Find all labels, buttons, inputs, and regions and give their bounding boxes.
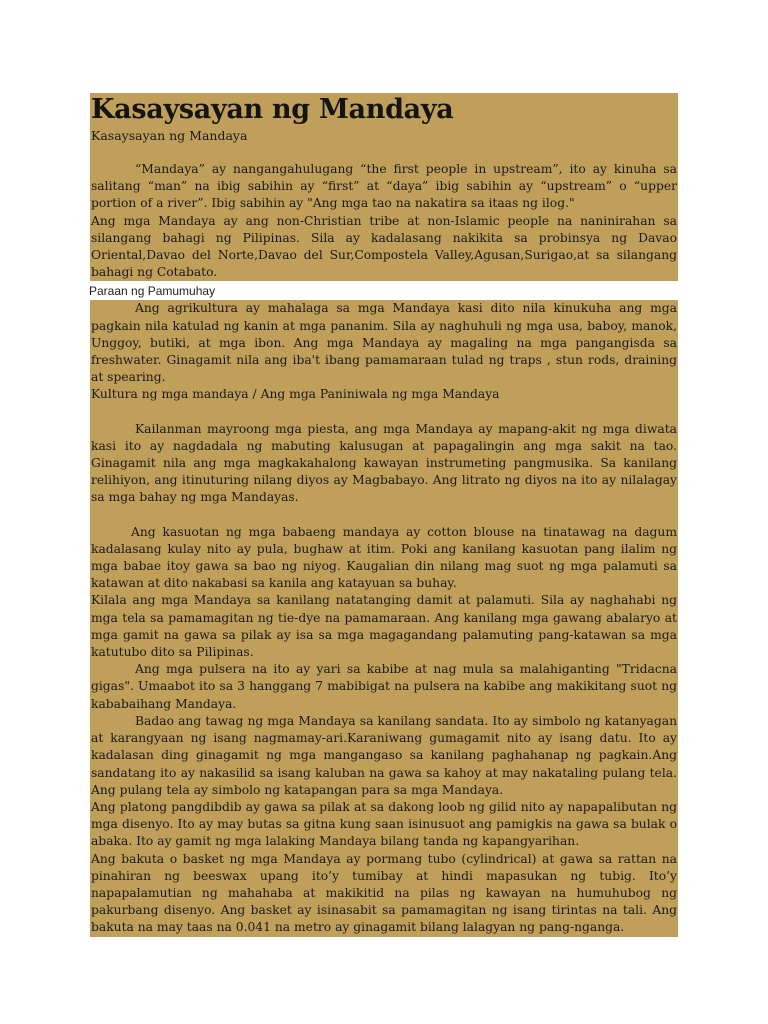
document-page [90, 93, 678, 937]
basket-paragraph: Ang bakuta o basket ng mga Mandaya ay pormang tubo (cylindrical) at gawa sa rattan na pinahiran ng beeswax upang ito’y tumibay at hindi mapasukan ng tubig. Ito’y napapalamutian ng mahahaba at makikitid na pilas ng kawayan na humuhubog ng pakurbang disenyo. Ang basket ay isinasabit sa pamamagitan ng isang tirintas na tali. Ang bakuta na may taas na 0.041 na metro ay ginagamit bilang lalagyan ng pang-nganga. [91, 851, 677, 935]
bracelet-paragraph: Ang mga pulsera na ito ay yari sa kabibe at nag mula sa malahiganting "Tridacna gigas". Umaabot ito sa 3 hanggang 7 mabibigat na pulsera na kabibe ang makikitang suot ng kababaihang Mandaya. [91, 662, 677, 711]
culture-heading: Kultura ng mga mandaya / Ang mga Paniniwala ng mga Mandaya [91, 387, 500, 402]
clothing-paragraph: Ang kasuotan ng mga babaeng mandaya ay cotton blouse na tinatawag na dagum kadalasang kulay nito ay pula, bughaw at itim. Poki ang kanilang kasuotan pang ilalim ng mga babae itoy gawa sa bao ng niyog. Kaugalian din nilang mag suot ng mga palamuti sa katawan at dito nakabasi sa kanila ang katayuan sa buhay. [91, 524, 677, 591]
document-subtitle: Kasaysayan ng Mandaya [91, 128, 248, 143]
spacer [91, 507, 677, 524]
attire-paragraph: Kilala ang mga Mandaya sa kanilang natatanging damit at palamuti. Sila ay naghahabi ng mga tela sa pamamagitan ng tie-dye na pamamaraan. Ang kanilang mga gawang abalaryo at mga gamit na gawa sa pilak ay isa sa mga magagandang palamuting pang-katawan sa mga katutubo dito sa Pilipinas. [91, 593, 677, 660]
spacer [91, 404, 677, 421]
badao-paragraph: Badao ang tawag ng mga Mandaya sa kanilang sandata. Ito ay simbolo ng katanyagan at karangyaan ng isang nagmamay-ari.Karaniwang gumagamit nito ay isang datu. Ito ay kadalasan ding ginagamit ng mga mangangaso sa kanilang paghahanap ng pagkain.Ang sandatang ito ay nakasilid sa isang kaluban na gawa sa kahoy at may nakataling pulang tela. Ang pulang tela ay simbolo ng katapangan para sa mga Mandaya. [91, 713, 677, 797]
document-title: Kasaysayan ng Mandaya [91, 94, 454, 125]
main-section [90, 300, 678, 936]
top-section [90, 93, 678, 281]
breastplate-paragraph: Ang platong pangdibdib ay gawa sa pilak at sa dakong loob ng gilid nito ay napapalibutan ng mga disenyo. Ito ay may butas sa gitna kung saan isinusuot ang pamigkis na gawa sa bulak o abaka. Ito ay gamit ng mga lalaking Mandaya bilang tanda ng kapangyarihan. [91, 799, 677, 849]
beliefs-paragraph: Kailanman mayroong mga piesta, ang mga Mandaya ay mapang-akit ng mga diwata kasi ito ay nagdadala ng mabuting kalusugan at papagalingin ang mga sakit na tao. Ginagamit nila ang mga magkakahalong kawayan instrumeting pangmusika. Sa kanilang relihiyon, ang itinuturing nilang diyos ay Magbabayo. Ang litrato ng diyos na ito ay nilalagay sa mga bahay ng mga Mandayas. [91, 421, 677, 505]
intro-paragraph: “Mandaya” ay nangangahulugang “the first people in upstream”, ito ay kinuha sa salitang “man” na ibig sabihin ay “first” at “daya” ibig sabihin ay “upstream” o “upper portion of a river”. Ibig sabihin ay "Ang mga tao na nakatira sa itaas ng ilog." [91, 162, 677, 211]
location-paragraph: Ang mga Mandaya ay ang non-Christian tribe at non-Islamic people na naninirahan sa silangang bahagi ng Pilipinas. Sila ay kadalasang nakikita sa probinsya ng Davao Oriental,Davao del Norte,Davao del Sur,Compostela Valley,Agusan,Surigao,at sa silangang bahagi ng Cotabato. [91, 213, 677, 280]
section-label: Paraan ng Pamumuhay [89, 281, 679, 300]
spacer [91, 144, 677, 161]
livelihood-paragraph: Ang agrikultura ay mahalaga sa mga Mandaya kasi dito nila kinukuha ang mga pagkain nila katulad ng kanin at mga pananim. Sila ay naghuhuli ng mga usa, baboy, manok, Unggoy, butiki, at mga ibon. Ang mga Mandaya ay magaling na mga pangangisda sa freshwater. Ginagamit nila ang iba't ibang pamamaraan tulad ng traps , stun rods, draining at spearing. [91, 301, 677, 385]
